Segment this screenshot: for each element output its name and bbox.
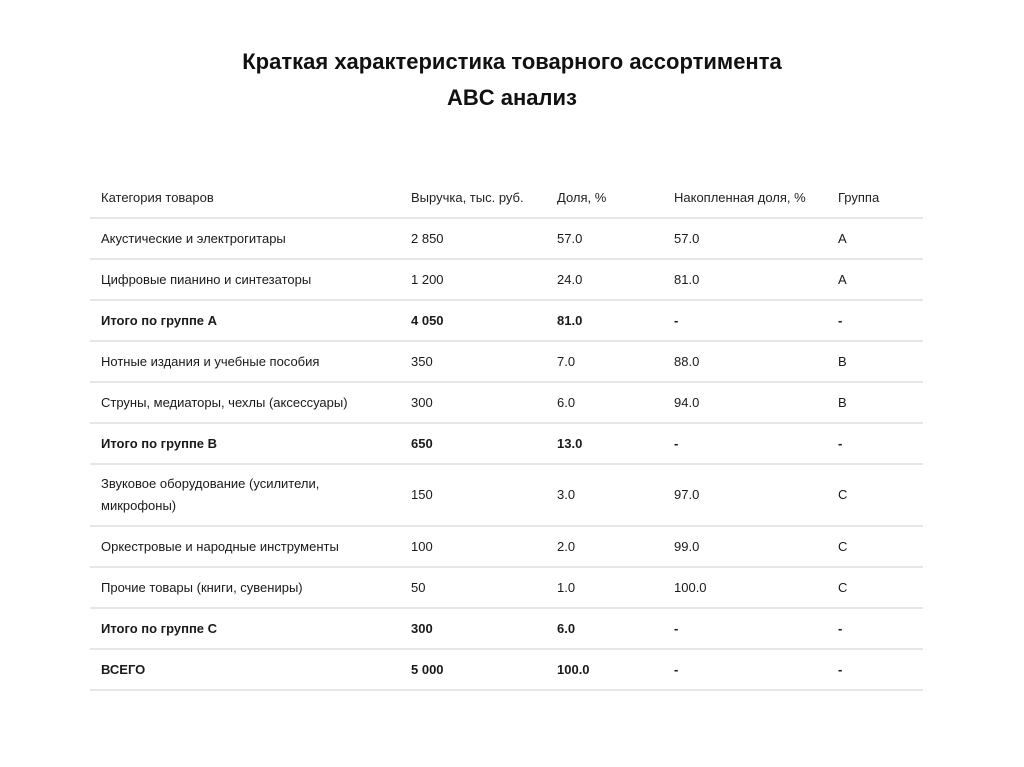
cell-share: 7.0	[546, 341, 663, 382]
header-category: Категория товаров	[90, 178, 400, 218]
cell-cumulative-share: 100.0	[663, 567, 827, 608]
cell-cumulative-share: -	[663, 649, 827, 690]
cell-share: 1.0	[546, 567, 663, 608]
cell-share: 13.0	[546, 423, 663, 464]
header-cumulative-share: Накопленная доля, %	[663, 178, 827, 218]
table-total-row	[90, 608, 923, 649]
cell-group: C	[827, 567, 923, 608]
slide-title-line1: Краткая характеристика товарного ассортимента	[242, 49, 782, 74]
cell-group: -	[827, 649, 923, 690]
table-total-row	[90, 649, 923, 690]
cell-revenue: 100	[400, 526, 546, 567]
table-header-row	[90, 178, 923, 218]
slide-title	[0, 44, 1024, 116]
cell-revenue: 50	[400, 567, 546, 608]
cell-group: -	[827, 608, 923, 649]
abc-analysis-table	[90, 178, 923, 691]
cell-group: B	[827, 382, 923, 423]
cell-category: Нотные издания и учебные пособия	[90, 341, 400, 382]
cell-cumulative-share: 81.0	[663, 259, 827, 300]
cell-cumulative-share: -	[663, 608, 827, 649]
cell-category: ВСЕГО	[90, 649, 400, 690]
cell-share: 81.0	[546, 300, 663, 341]
cell-category: Прочие товары (книги, сувениры)	[90, 567, 400, 608]
cell-share: 24.0	[546, 259, 663, 300]
cell-share: 6.0	[546, 382, 663, 423]
table-row	[90, 218, 923, 259]
cell-category: Акустические и электрогитары	[90, 218, 400, 259]
cell-group: A	[827, 259, 923, 300]
table-row	[90, 526, 923, 567]
cell-share: 100.0	[546, 649, 663, 690]
cell-revenue: 300	[400, 382, 546, 423]
cell-share: 3.0	[546, 464, 663, 526]
cell-share: 2.0	[546, 526, 663, 567]
cell-category: Струны, медиаторы, чехлы (аксессуары)	[90, 382, 400, 423]
cell-category: Оркестровые и народные инструменты	[90, 526, 400, 567]
cell-category: Итого по группе C	[90, 608, 400, 649]
cell-revenue: 150	[400, 464, 546, 526]
table-row	[90, 382, 923, 423]
cell-share: 57.0	[546, 218, 663, 259]
cell-group: B	[827, 341, 923, 382]
slide-title-line2: ABC анализ	[447, 85, 577, 110]
cell-cumulative-share: 88.0	[663, 341, 827, 382]
header-share: Доля, %	[546, 178, 663, 218]
cell-revenue: 4 050	[400, 300, 546, 341]
table-total-row	[90, 300, 923, 341]
cell-revenue: 5 000	[400, 649, 546, 690]
cell-share: 6.0	[546, 608, 663, 649]
cell-revenue: 650	[400, 423, 546, 464]
cell-group: A	[827, 218, 923, 259]
cell-category: Звуковое оборудование (усилители, микрофоны)	[90, 464, 400, 526]
cell-group: -	[827, 300, 923, 341]
cell-group: C	[827, 464, 923, 526]
header-revenue: Выручка, тыс. руб.	[400, 178, 546, 218]
cell-group: -	[827, 423, 923, 464]
cell-revenue: 350	[400, 341, 546, 382]
table-row	[90, 259, 923, 300]
cell-cumulative-share: 99.0	[663, 526, 827, 567]
table-row	[90, 464, 923, 526]
cell-category: Итого по группе A	[90, 300, 400, 341]
table-total-row	[90, 423, 923, 464]
table-row	[90, 341, 923, 382]
cell-cumulative-share: 57.0	[663, 218, 827, 259]
cell-cumulative-share: 94.0	[663, 382, 827, 423]
cell-cumulative-share: 97.0	[663, 464, 827, 526]
cell-revenue: 2 850	[400, 218, 546, 259]
table-row	[90, 567, 923, 608]
cell-cumulative-share: -	[663, 423, 827, 464]
cell-category: Цифровые пианино и синтезаторы	[90, 259, 400, 300]
cell-category: Итого по группе B	[90, 423, 400, 464]
cell-revenue: 1 200	[400, 259, 546, 300]
cell-revenue: 300	[400, 608, 546, 649]
cell-group: C	[827, 526, 923, 567]
header-group: Группа	[827, 178, 923, 218]
cell-cumulative-share: -	[663, 300, 827, 341]
